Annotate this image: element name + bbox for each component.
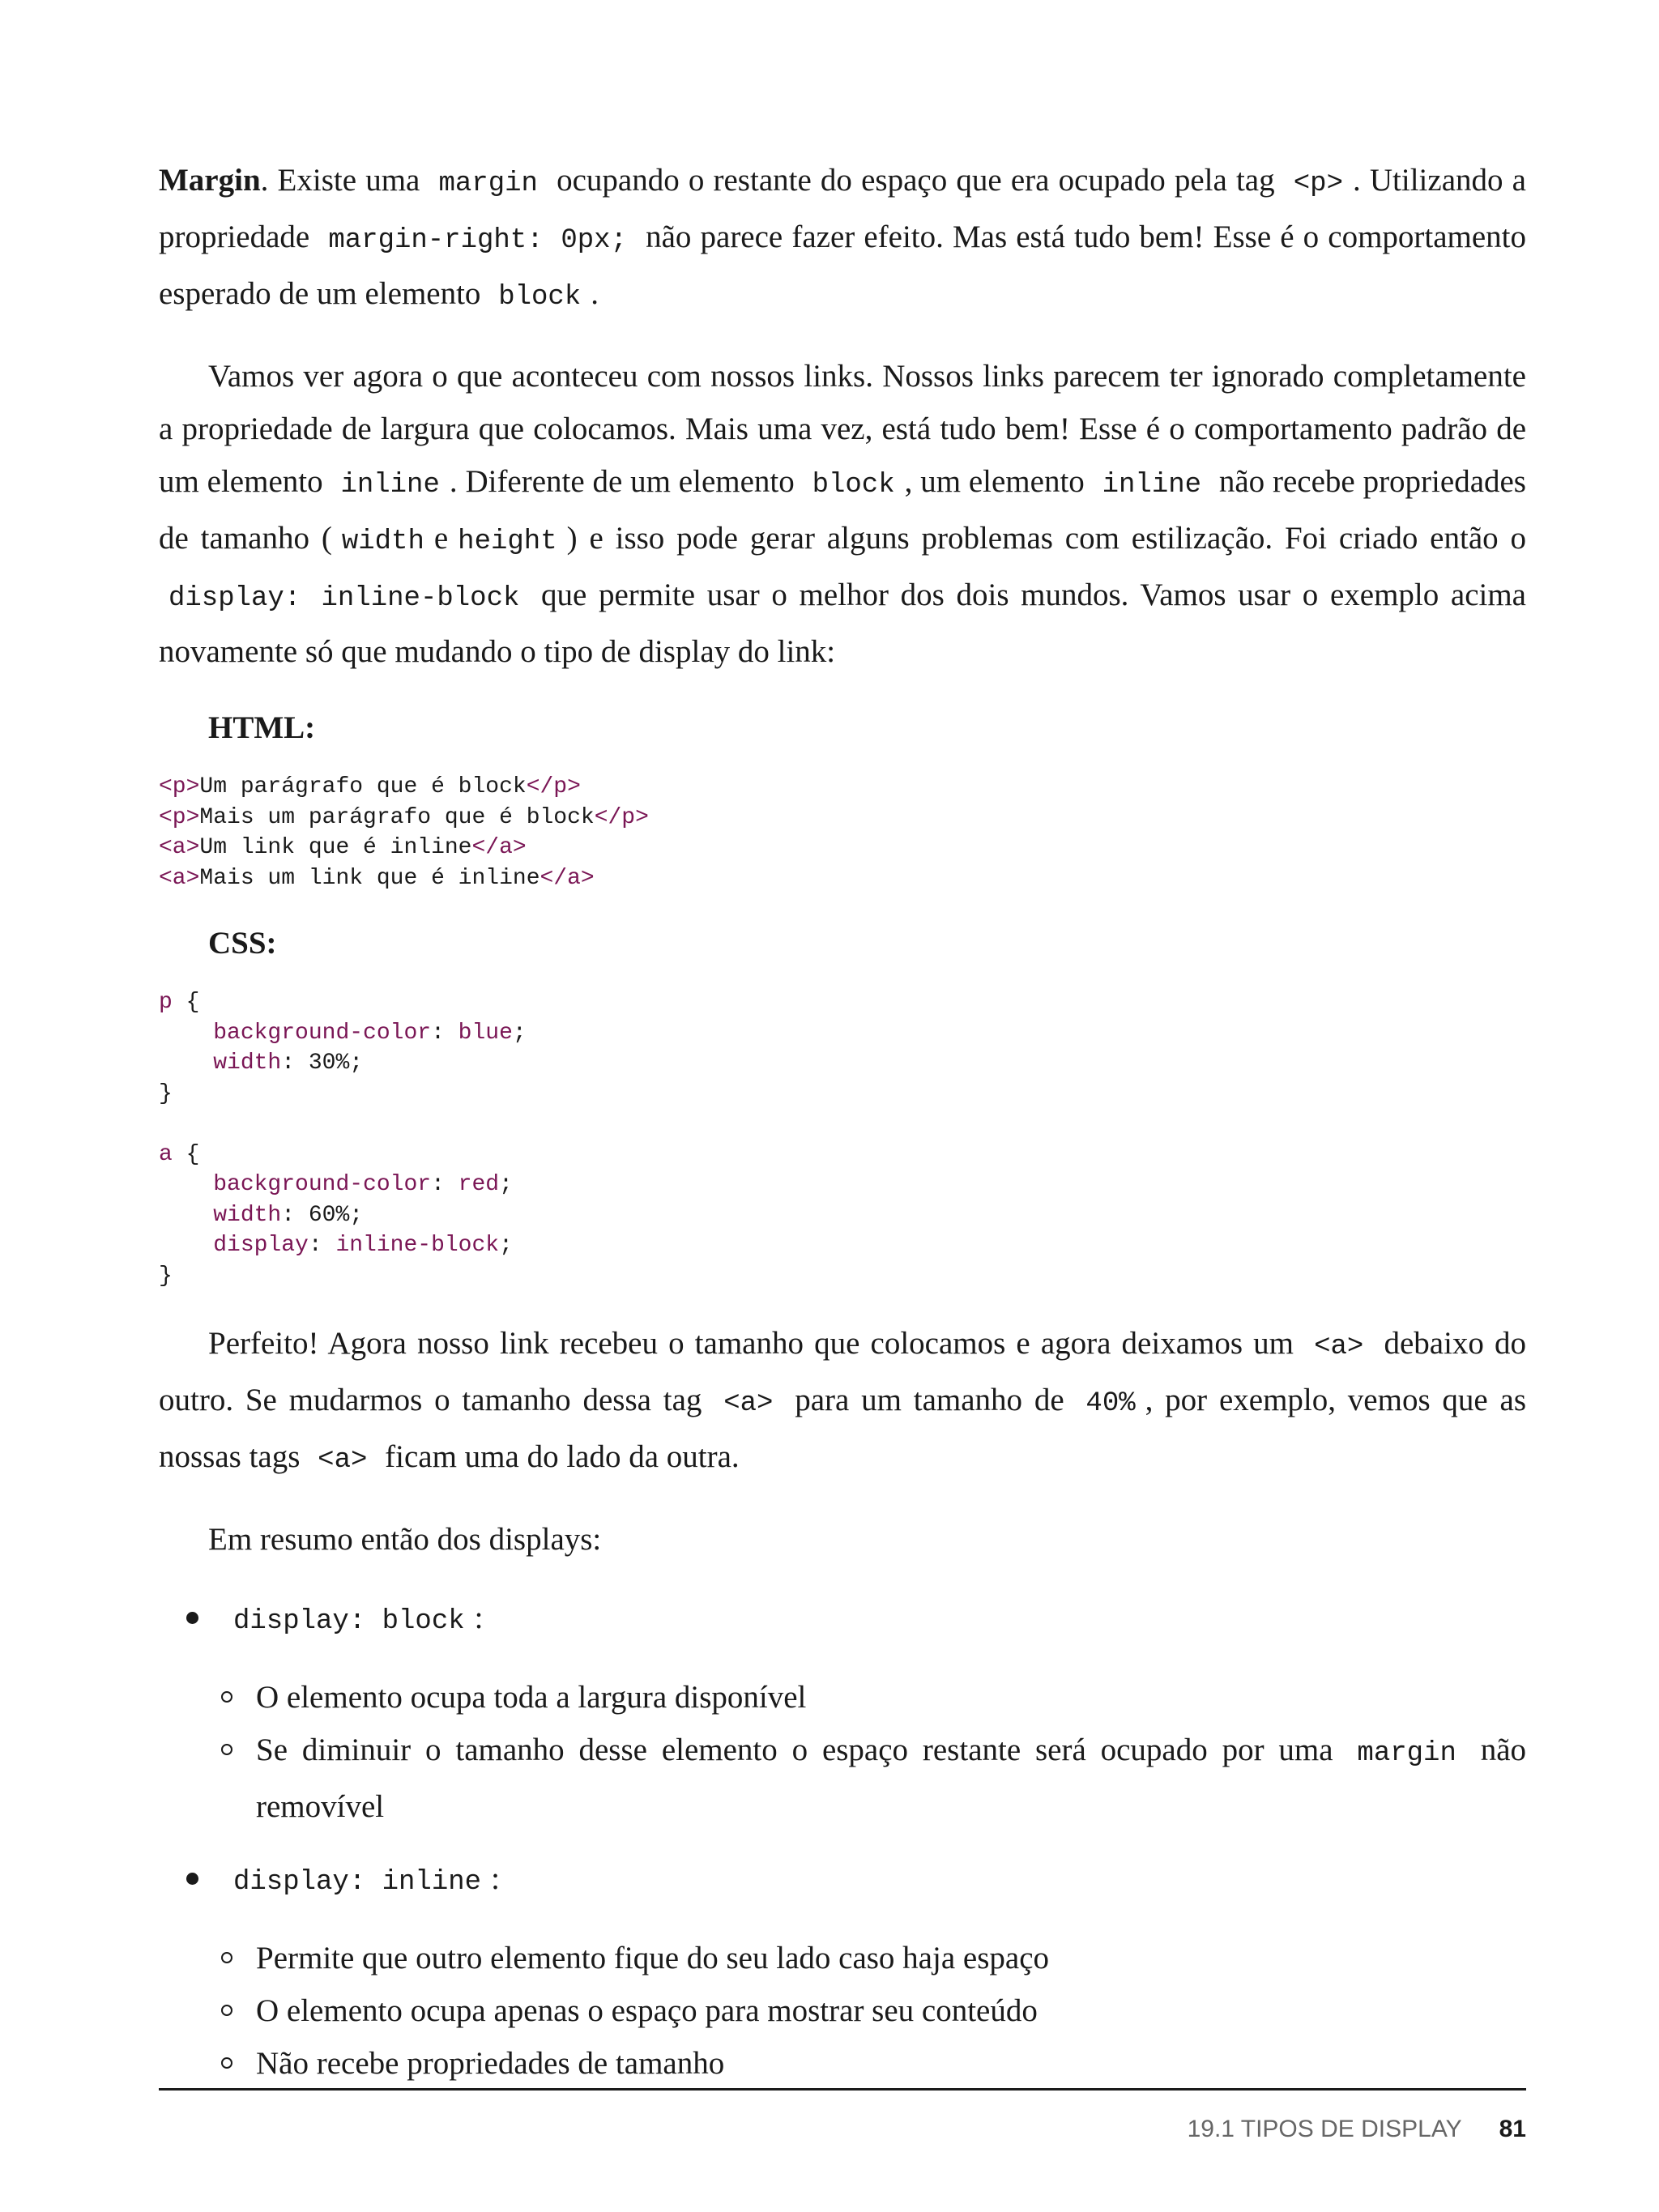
page-number: 81: [1499, 2116, 1526, 2142]
list-item: display: block : O elemento ocupa toda a largura disponível Se diminuir o tamanho desse elemento o espaço restante será ocupado por uma margin não removível: [159, 1592, 1526, 1833]
html-code-block: [159, 772, 1526, 893]
list-item: display: inline : Permite que outro elemento fique do seu lado caso haja espaço O elemento ocupa apenas o espaço para mostrar seu conteúdo Não recebe propriedades de tamanho: [159, 1852, 1526, 2090]
code-line: <p>Mais um parágrafo que é block</p>: [159, 804, 649, 830]
sub-list-item: O elemento ocupa toda a largura disponível: [159, 1671, 1526, 1724]
display-summary-list: [159, 1592, 1526, 2090]
footer-section-title: 19.1 TIPOS DE DISPLAY: [1187, 2116, 1462, 2142]
paragraph-links: Vamos ver agora o que aconteceu com nossos links. Nossos links parecem ter ignorado completamente a propriedade de largura que colocamos. Mais uma vez, está tudo bem! Esse é o comportamento padrão de um elemento inline . Diferente de um elemento block , um elemento inline não recebe propriedades de tamanho ( width e height ) e isso pode gerar alguns problemas com estilização. Foi criado então o display: inline-block que permite usar o melhor dos dois mundos. Vamos usar o exemplo acima novamente só que mudando o tipo de display do link:: [159, 359, 1527, 669]
code-line: <p>Um parágrafo que é block</p>: [159, 774, 581, 799]
paragraph-margin: Margin. Existe uma margin ocupando o restante do espaço que era ocupado pela tag <p> . Utilizando a propriedade margin-right: 0px; não parece fazer efeito. Mas está tudo bem! Esse é o comportamento esperado de um elemento block .: [159, 163, 1527, 313]
footer-divider: [159, 2088, 1526, 2091]
html-label: HTML:: [208, 710, 316, 745]
bullet-icon: [186, 1612, 198, 1624]
page-content: [159, 154, 1526, 2109]
bold-term: Margin: [159, 163, 261, 198]
circle-bullet-icon: [221, 1952, 232, 1963]
circle-bullet-icon: [221, 1744, 232, 1755]
circle-bullet-icon: [221, 2005, 232, 2016]
page-footer: [1188, 2116, 1526, 2143]
sub-list: [159, 1671, 1526, 1833]
sub-list: [159, 1932, 1526, 2090]
paragraph-resumo: Em resumo então dos displays:: [208, 1522, 602, 1557]
circle-bullet-icon: [221, 2057, 232, 2069]
bullet-icon: [186, 1873, 198, 1885]
sub-list-item: O elemento ocupa apenas o espaço para mostrar seu conteúdo: [159, 1984, 1526, 2037]
sub-list-item: Se diminuir o tamanho desse elemento o espaço restante será ocupado por uma margin não removível: [159, 1724, 1526, 1833]
code-line: <a>Mais um link que é inline</a>: [159, 865, 595, 891]
circle-bullet-icon: [221, 1691, 232, 1703]
code-line: <a>Um link que é inline</a>: [159, 835, 527, 860]
paragraph-perfeito: Perfeito! Agora nosso link recebeu o tamanho que colocamos e agora deixamos um <a> debaixo do outro. Se mudarmos o tamanho dessa tag <a> para um tamanho de 40% , por exemplo, vemos que as nossas tags <a> ficam uma do lado da outra.: [159, 1326, 1527, 1476]
css-label: CSS:: [208, 926, 277, 961]
css-code-block: p { background-color: blue; width: 30%; } a { background-color: red; width: 60%; display: inline-block; }: [159, 990, 527, 1289]
sub-list-item: Não recebe propriedades de tamanho: [159, 2037, 1526, 2090]
sub-list-item: Permite que outro elemento fique do seu lado caso haja espaço: [159, 1932, 1526, 1984]
